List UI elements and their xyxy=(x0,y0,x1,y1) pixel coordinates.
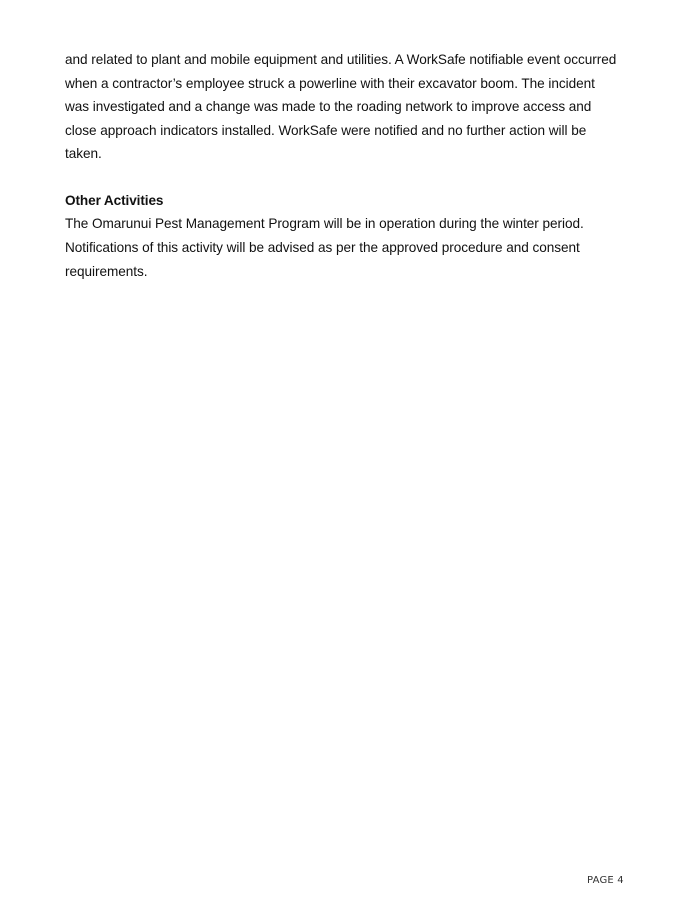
paragraph-line: when a contractor’s employee struck a powerline with their excavator boom. The incident xyxy=(65,76,595,91)
paragraph-line: Notifications of this activity will be advised as per the approved procedure and consent xyxy=(65,240,580,255)
paragraph-line: taken. xyxy=(65,146,102,161)
section-heading-other-activities: Other Activities xyxy=(65,193,164,208)
paragraph-line: The Omarunui Pest Management Program will be in operation during the winter period. xyxy=(65,216,584,231)
paragraph-line: was investigated and a change was made to the roading network to improve access and xyxy=(65,99,592,114)
paragraph-line: and related to plant and mobile equipment and utilities. A WorkSafe notifiable event occurred xyxy=(65,52,617,67)
paragraph-line: requirements. xyxy=(65,264,148,279)
paragraph-line: close approach indicators installed. WorkSafe were notified and no further action will be xyxy=(65,123,587,138)
page-number: PAGE 4 xyxy=(587,875,624,886)
